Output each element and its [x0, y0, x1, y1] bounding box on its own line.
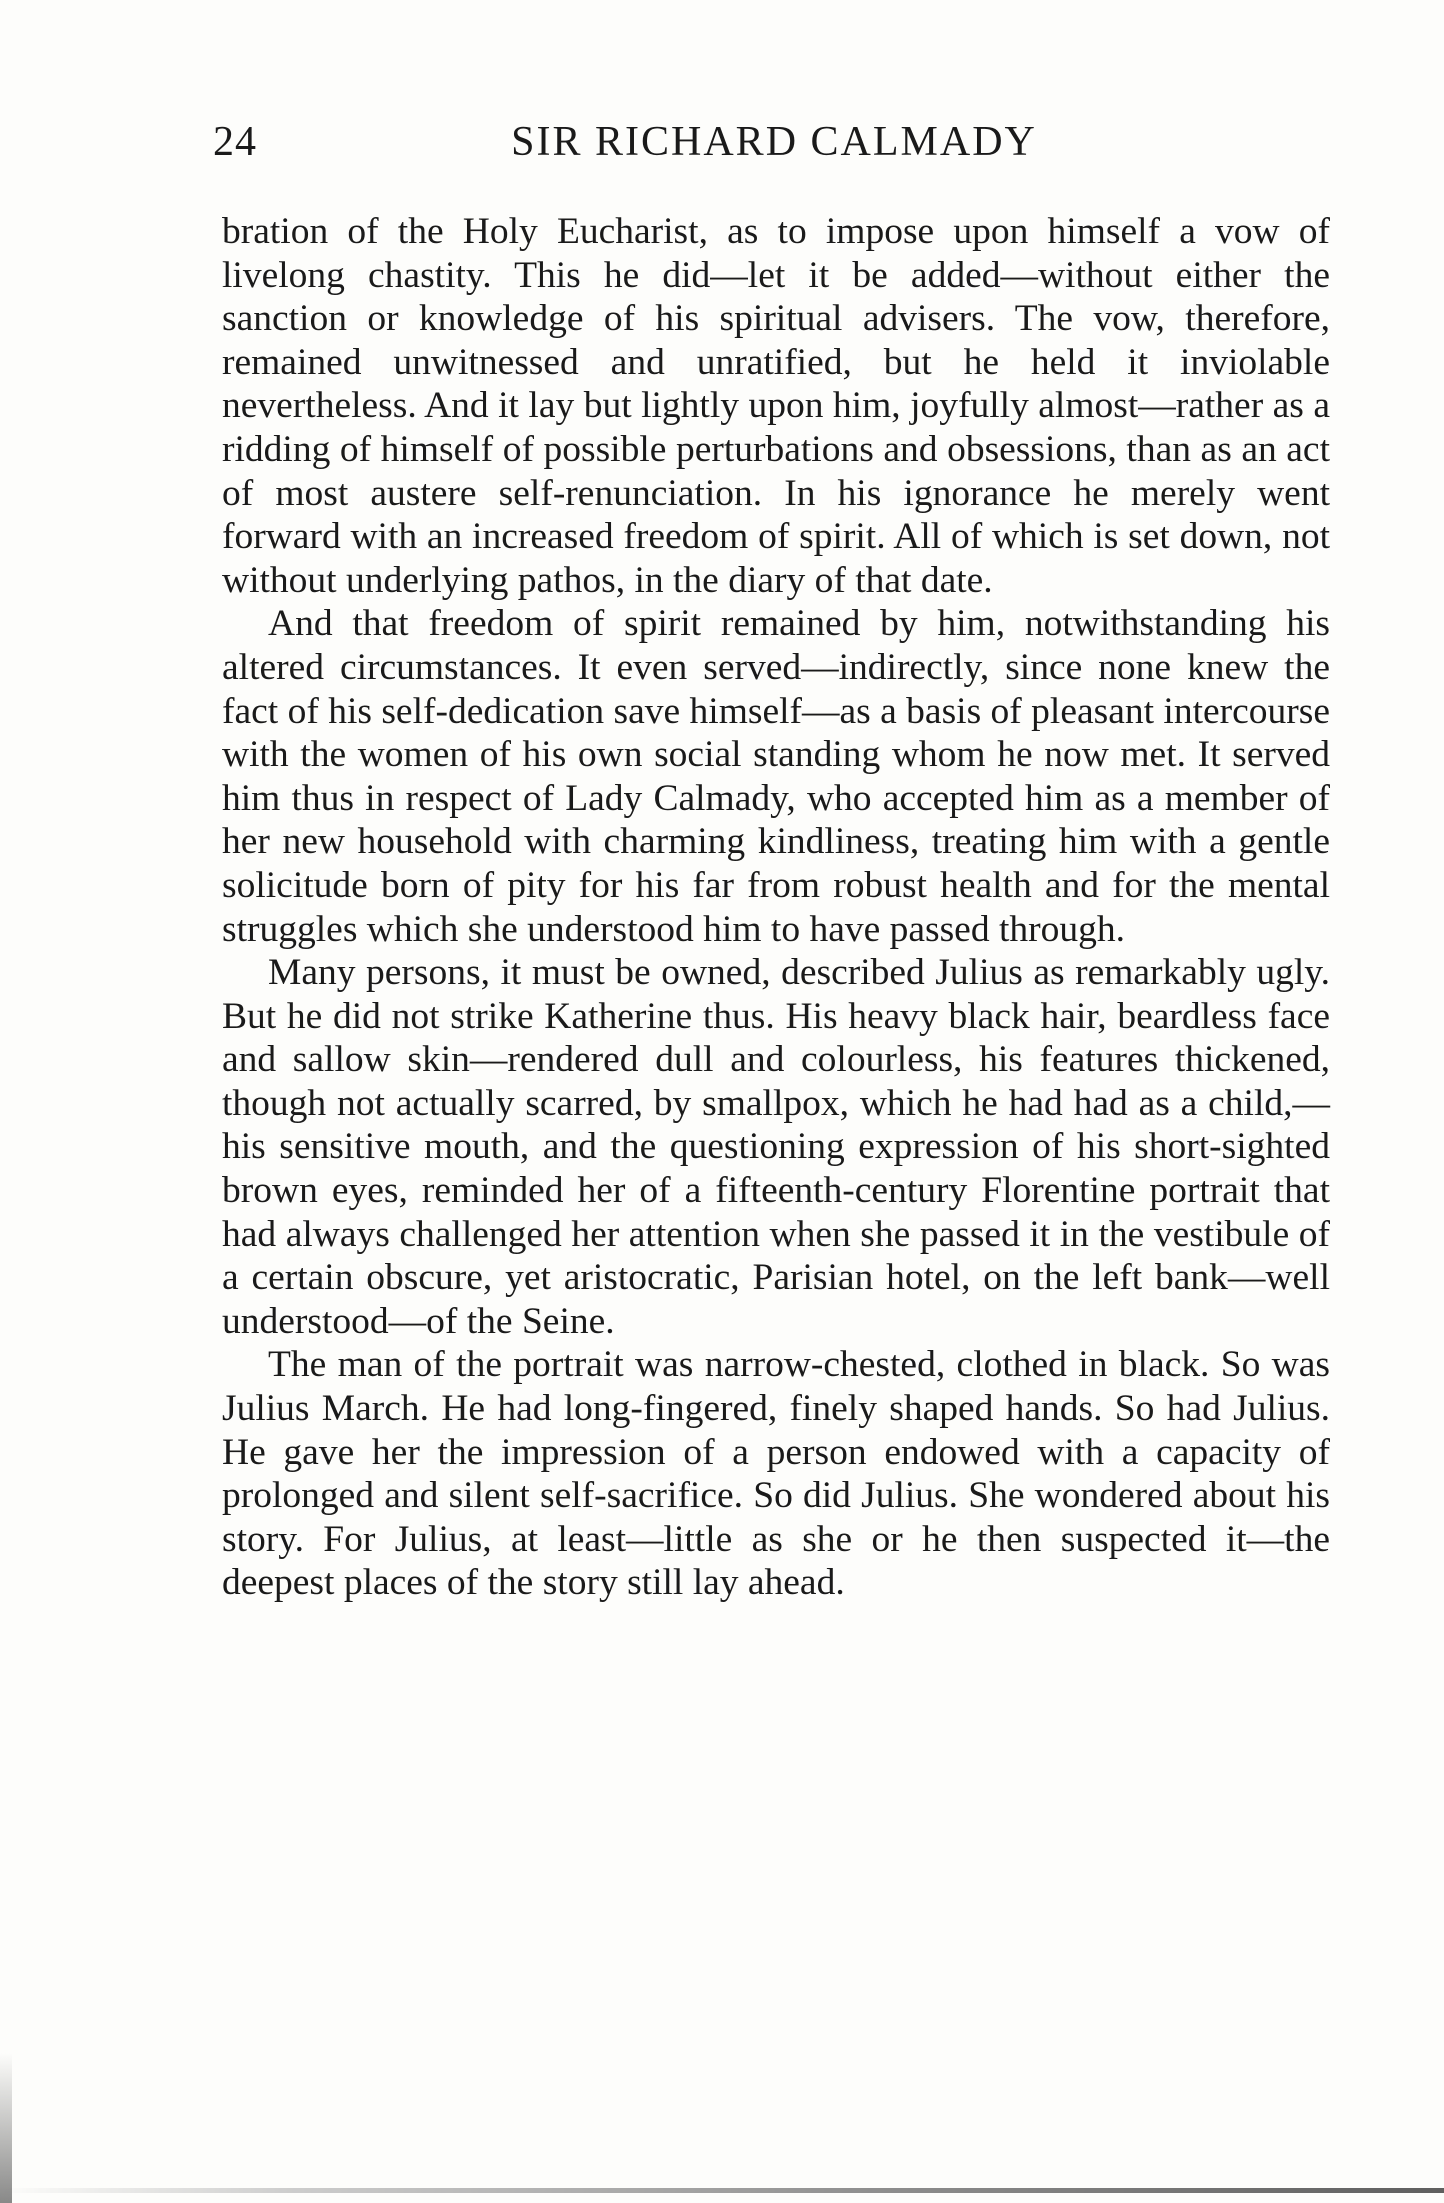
body-text [222, 210, 1330, 1605]
page-number: 24 [213, 119, 257, 165]
scan-edge-corner-shadow [0, 2053, 12, 2203]
page-header [213, 118, 1335, 178]
paragraph: And that freedom of spirit remained by him, notwithstanding his altered circumstances. It even served—indirectly, since none knew the fact of his self-dedication save himself—as a basis of pleasant intercourse with the women of his own social standing whom he now met. It served him thus in respect of Lady Calmady, who accepted him as a member of her new household with charming kindliness, treating him with a gentle solicitude born of pity for his far from robust health and for the mental struggles which she understood him to have passed through. [222, 603, 1330, 950]
paragraph: bration of the Holy Eucharist, as to impose upon himself a vow of livelong chastity. This he did—let it be added—without either the sanction or knowledge of his spiritual advisers. The vow, therefore, remained unwitnessed and unratified, but he held it inviolable nevertheless. And it lay but lightly upon him, joyfully almost—rather as a ridding of himself of possible perturbations and obsessions, than as an act of most austere self-renunciation. In his ignorance he merely went forward with an increased freedom of spirit. All of which is set down, not without underlying pathos, in the diary of that date. [222, 211, 1330, 601]
paragraph: The man of the portrait was narrow-chested, clothed in black. So was Julius March. He had long-fingered, finely shaped hands. So had Julius. He gave her the impression of a person endowed with a capacity of prolonged and silent self-sacrifice. So did Julius. She wondered about his story. For Julius, at least—little as she or he then suspected it—the deepest places of the story still lay ahead. [222, 1344, 1330, 1604]
scan-edge-shadow [0, 2188, 1444, 2193]
running-title: SIR RICHARD CALMADY [511, 119, 1037, 165]
paragraph: Many persons, it must be owned, described Julius as remarkably ugly. But he did not strike Katherine thus. His heavy black hair, beardless face and sallow skin—rendered dull and colourless, his features thickened, though not actually scarred, by smallpox, which he had had as a child,—his sensitive mouth, and the questioning expression of his short-sighted brown eyes, reminded her of a fifteenth-century Florentine portrait that had always challenged her attention when she passed it in the vestibule of a certain obscure, yet aristocratic, Parisian hotel, on the left bank—well understood—of the Seine. [222, 952, 1330, 1342]
